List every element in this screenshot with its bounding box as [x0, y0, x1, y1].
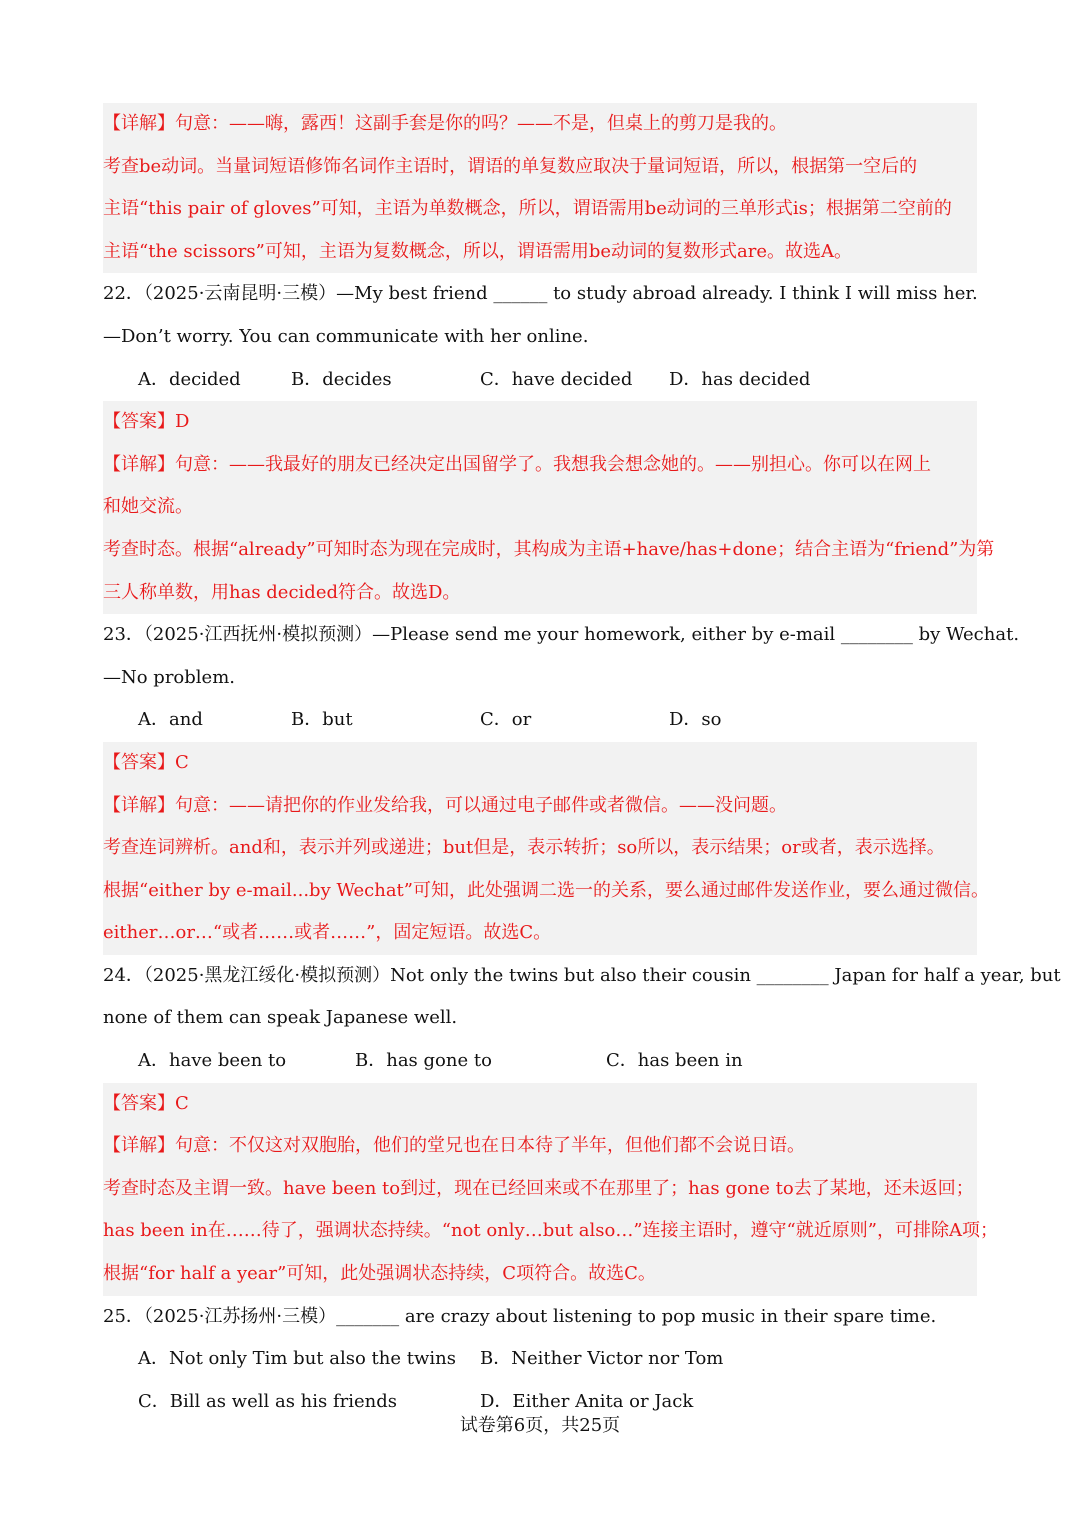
- option-c: C．have decided: [480, 368, 633, 390]
- option-d: D．so: [669, 709, 722, 731]
- answer-block-21: [103, 103, 977, 273]
- answer-line: 【答案】C: [103, 1092, 189, 1114]
- answer-block-24: [103, 1083, 998, 1296]
- question-stem: 23．（2025·江西抚州·模拟预测）—Please send me your homework, either by e-mail ________ by Wechat.: [103, 624, 1020, 646]
- option-a: A．Not only Tim but also the twins: [138, 1348, 456, 1370]
- explanation-line: 根据“either by e-mail...by Wechat”可知，此处强调二选一的关系，要么通过邮件发送作业，要么通过微信。: [103, 879, 989, 901]
- explanation-line: 主语“this pair of gloves”可知，主语为单数概念，所以，谓语需用be动词的三单形式is；根据第二空前的: [103, 198, 952, 220]
- answer-block-23: [103, 742, 989, 955]
- question-stem: 24．（2025·黑龙江绥化·模拟预测）Not only the twins but also their cousin ________ Japan for half a year, but: [103, 964, 1061, 986]
- option-b: B．has gone to: [355, 1050, 492, 1072]
- question-23: [103, 614, 1020, 742]
- answer-block-22: [103, 401, 995, 614]
- explanation-line: 主语“the scissors”可知，主语为复数概念，所以，谓语需用be动词的复数形式are。故选A。: [103, 240, 852, 262]
- option-a: A．decided: [138, 368, 241, 390]
- option-c: C．Bill as well as his friends: [138, 1390, 398, 1412]
- question-stem: 22．（2025·云南昆明·三模）—My best friend ______ to study abroad already. I think I will miss her.: [103, 283, 978, 305]
- option-a: A．have been to: [138, 1050, 287, 1072]
- explanation-line: 考查时态。根据“already”可知时态为现在完成时，其构成为主语+have/has+done；结合主语为“friend”为第: [103, 538, 995, 560]
- explanation-line: 根据“for half a year”可知，此处强调状态持续，C项符合。故选C。: [103, 1263, 656, 1285]
- option-d: D．has decided: [669, 368, 811, 390]
- options-row: [103, 1040, 977, 1083]
- exam-page: [103, 103, 1061, 1423]
- option-c: C．or: [480, 709, 532, 731]
- question-22: [103, 273, 977, 401]
- detail-line: 【详解】句意：——我最好的朋友已经决定出国留学了。我想我会想念她的。——别担心。你可以在网上: [103, 453, 931, 475]
- detail-line: 【详解】句意：——嗨，露西！这副手套是你的吗？——不是，但桌上的剪刀是我的。: [103, 113, 787, 134]
- explanation-line: 考查be动词。当量词短语修饰名词作主语时，谓语的单复数应取决于量词短语，所以，根据第一空后的: [103, 155, 918, 177]
- explanation-line: either…or…“或者……或者……”，固定短语。故选C。: [103, 922, 552, 944]
- explanation-line: 考查连词辨析。and和，表示并列或递进；but但是，表示转折；so所以，表示结果；or或者，表示选择。: [103, 837, 945, 859]
- option-c: C．has been in: [606, 1050, 743, 1072]
- option-a: A．and: [138, 709, 203, 731]
- explanation-line: 三人称单数，用has decided符合。故选D。: [103, 581, 461, 603]
- question-25: [103, 1296, 977, 1424]
- page-footer: 试卷第6页，共25页: [459, 1415, 621, 1436]
- detail-line: 【详解】句意：不仅这对双胞胎，他们的堂兄也在日本待了半年，但他们都不会说日语。: [103, 1135, 805, 1157]
- question-24: [103, 955, 1061, 1083]
- question-line: none of them can speak Japanese well.: [103, 1007, 458, 1029]
- explanation-line: has been in在……待了，强调状态持续。“not only…but also…”连接主语时，遵守“就近原则”，可排除A项；: [103, 1220, 998, 1242]
- option-b: B．decides: [291, 368, 392, 390]
- answer-line: 【答案】D: [103, 411, 190, 433]
- detail-line: 和她交流。: [103, 496, 193, 518]
- option-d: D．Either Anita or Jack: [480, 1390, 694, 1412]
- options-row: [103, 699, 977, 742]
- options-row: [103, 359, 977, 402]
- detail-line: 【详解】句意：——请把你的作业发给我，可以通过电子邮件或者微信。——没问题。: [103, 794, 787, 816]
- answer-line: 【答案】C: [103, 751, 189, 773]
- question-line: —Don’t worry. You can communicate with her online.: [103, 325, 589, 347]
- question-stem: 25．（2025·江苏扬州·三模）_______ are crazy about listening to pop music in their spare time.: [103, 1305, 937, 1327]
- explanation-line: 考查时态及主谓一致。have been to到过，现在已经回来或不在那里了；has gone to去了某地，还未返回；: [103, 1177, 974, 1199]
- question-line: —No problem.: [103, 666, 235, 688]
- options-row: [103, 1338, 977, 1381]
- option-b: B．Neither Victor nor Tom: [480, 1348, 724, 1370]
- option-b: B．but: [291, 709, 353, 731]
